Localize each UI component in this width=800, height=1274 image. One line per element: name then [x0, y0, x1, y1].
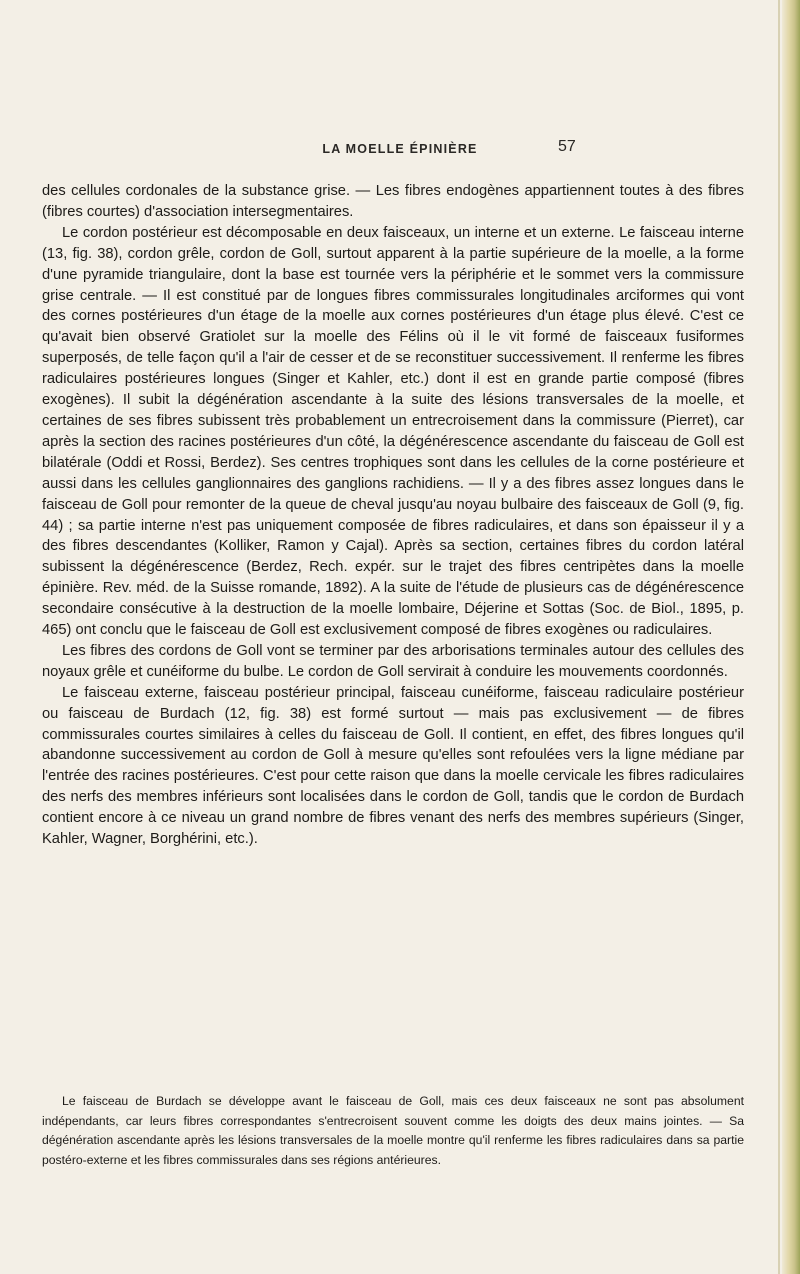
paragraph: Le cordon postérieur est décomposable en deux faisceaux, un interne et un externe. Le faisceau interne (13, fig. 38), cordon grêle, cordon de Goll, surtout apparent à la partie supérieure de la moelle, a la forme d'une pyramide triangulaire, dont la base est tournée vers la périphérie et le sommet vers la commissure grise centrale. — Il est constitué par de longues fibres commissurales longitudinales arciformes qui vont des cornes postérieures d'un étage de la moelle aux cornes postérieures d'un étage plus élevé. C'est ce qu'avait bien observé Gratiolet sur la moelle des Félins où il le vit formé de faisceaux fusiformes superposés, de telle façon qu'il a l'air de cesser et de se reconstituer successivement. Il renferme les fibres radiculaires postérieures longues (Singer et Kahler, etc.) dont il est en grande partie composé (fibres exogènes). Il subit la dégénération ascendante à la suite des lésions transversales de la moelle, et certaines de ses fibres subissent très probablement un entrecroisement dans la commissure (Pierret), car après la section des racines postérieures d'un côté, la dégénérescence ascendante du faisceau de Goll est bilatérale (Oddi et Rossi, Berdez). Ses centres trophiques sont dans les cellules de la corne postérieure et aussi dans les cellules ganglionnaires des ganglions rachidiens. — Il y a des fibres assez longues dans le faisceau de Goll pour remonter de la queue de cheval jusqu'au noyau bulbaire des faisceaux de Goll (9, fig. 44) ; sa partie interne n'est pas uniquement composée de fibres radiculaires, et dans son épaisseur il y a des fibres descendantes (Kolliker, Ramon y Cajal). Après sa section, certaines fibres du cordon latéral subissent la dégénérescence (Berdez, Rech. expér. sur le trajet des fibres centripètes dans la moelle épinière. Rev. méd. de la Suisse romande, 1892). A la suite de l'étude de plusieurs cas de dégénérescence secondaire consécutive à la destruction de la moelle lombaire, Déjerine et Sottas (Soc. de Biol., 1895, p. 465) ont conclu que le faisceau de Goll est exclusivement composé de fibres exogènes ou radiculaires.	[42, 224, 744, 639]
body-text	[42, 181, 744, 850]
note-paragraph: Le faisceau de Burdach se développe avant le faisceau de Goll, mais ces deux faisceaux ne sont pas absolument indépendants, car leurs fibres correspondantes s'entrecroisent souvent comme les doigts des deux mains jointes. — Sa dégénération ascendante après les lésions transversales de la moelle montre qu'il renferme les fibres radiculaires dans sa partie postéro-externe et les fibres commissurales dans ses régions antérieures.	[42, 1094, 744, 1167]
binding-shadow	[778, 0, 780, 1274]
running-header: LA MOELLE ÉPINIÈRE	[322, 142, 478, 156]
page-number: 57	[558, 138, 576, 155]
paragraph: Le faisceau externe, faisceau postérieur principal, faisceau cunéiforme, faisceau radiculaire postérieur ou faisceau de Burdach (12, fig. 38) est formé surtout — mais pas exclusivement — de fibres commissurales courtes similaires à celles du faisceau de Goll. Il contient, en effet, des fibres longues qu'il abandonne successivement au cordon de Goll à mesure qu'elles sont refoulées vers la ligne médiane par l'entrée des racines postérieures. C'est pour cette raison que dans la moelle cervicale les fibres radiculaires des nerfs des membres inférieurs sont localisées dans le cordon de Goll, tandis que le cordon de Burdach contient encore à ce niveau un grand nombre de fibres venant des nerfs des membres supérieurs (Singer, Kahler, Wagner, Borghérini, etc.).	[42, 684, 744, 848]
small-print-note	[42, 1092, 744, 1170]
paragraph: Les fibres des cordons de Goll vont se terminer par des arborisations terminales autour des cellules des noyaux grêle et cunéiforme du bulbe. Le cordon de Goll servirait à conduire les mouvements coordonnés.	[42, 642, 744, 680]
paragraph: des cellules cordonales de la substance grise. — Les fibres endogènes appartiennent toutes à des fibres (fibres courtes) d'association intersegmentaires.	[42, 183, 744, 220]
page-edge	[782, 0, 800, 1274]
